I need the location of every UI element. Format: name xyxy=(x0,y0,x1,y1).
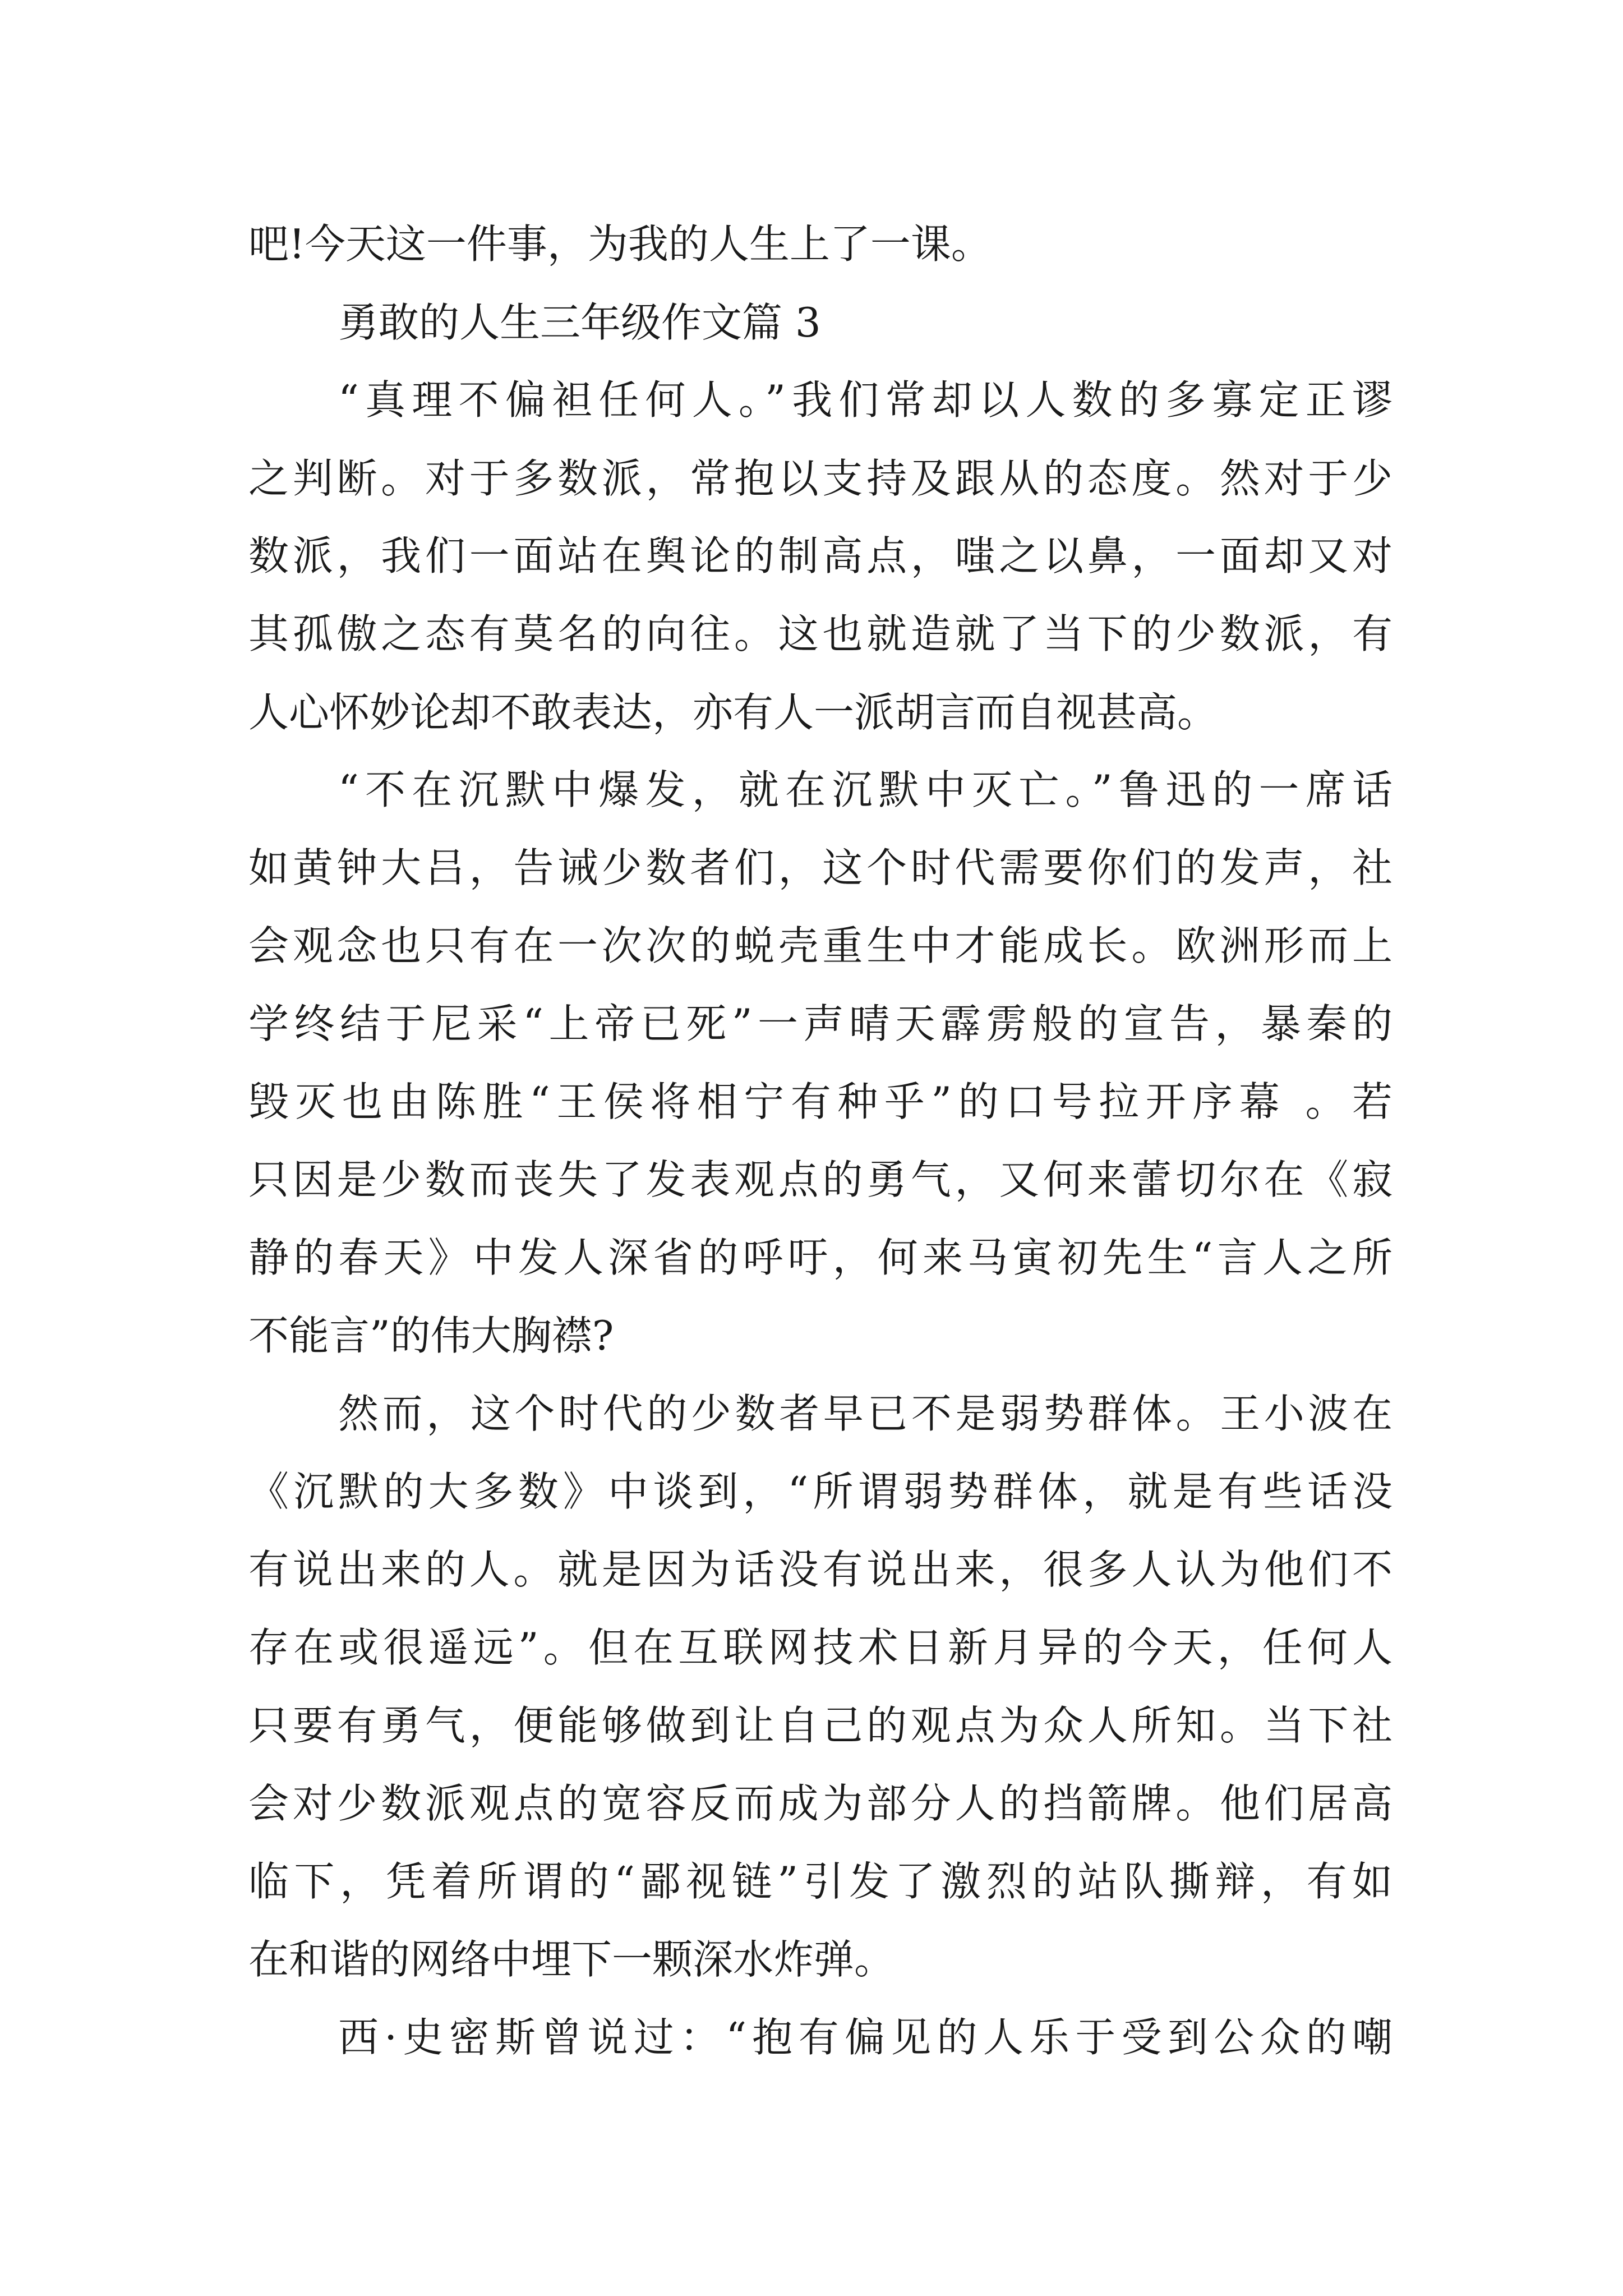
text-line: 之判断。对于多数派，常抱以支持及跟从的态度。然对于少 xyxy=(248,455,1393,502)
text-line: 毁灭也由陈胜“王侯将相宁有种乎”的口号拉开序幕 。若 xyxy=(248,1078,1393,1125)
text-line: 有说出来的人。就是因为话没有说出来，很多人认为他们不 xyxy=(248,1546,1393,1593)
text-line: 只因是少数而丧失了发表观点的勇气，又何来蕾切尔在《寂 xyxy=(248,1156,1393,1203)
section-heading: 勇敢的人生三年级作文篇 3 xyxy=(338,299,821,346)
text-line: 然而，这个时代的少数者早已不是弱势群体。王小波在 xyxy=(338,1390,1393,1437)
text-line: 西·史密斯曾说过：“抱有偏见的人乐于受到公众的嘲 xyxy=(338,2014,1393,2061)
text-line: 人心怀妙论却不敢表达，亦有人一派胡言而自视甚高。 xyxy=(248,689,1218,736)
text-line: 只要有勇气，便能够做到让自己的观点为众人所知。当下社 xyxy=(248,1702,1393,1749)
text-line: 静的春天》中发人深省的呼吁，何来马寅初先生“言人之所 xyxy=(248,1234,1393,1281)
text-line: 会观念也只有在一次次的蜕壳重生中才能成长。欧洲形而上 xyxy=(248,922,1393,969)
text-line: “真理不偏袒任何人。”我们常却以人数的多寡定正谬 xyxy=(338,376,1393,424)
text-line: 会对少数派观点的宽容反而成为部分人的挡箭牌。他们居高 xyxy=(248,1780,1393,1827)
text-line: “不在沉默中爆发，就在沉默中灭亡。”鲁迅的一席话 xyxy=(338,766,1393,813)
text-line: 临下，凭着所谓的“鄙视链”引发了激烈的站队撕辩，有如 xyxy=(248,1858,1393,1905)
text-line: 在和谐的网络中埋下一颗深水炸弹。 xyxy=(248,1936,895,1983)
text-line: 《沉默的大多数》中谈到，“所谓弱势群体，就是有些话没 xyxy=(248,1468,1393,1515)
text-line: 不能言”的伟大胸襟? xyxy=(248,1312,614,1359)
text-line: 如黄钟大吕，告诫少数者们，这个时代需要你们的发声，社 xyxy=(248,844,1393,891)
text-line: 存在或很遥远”。但在互联网技术日新月异的今天，任何人 xyxy=(248,1624,1393,1671)
text-line: 吧!今天这一件事，为我的人生上了一课。 xyxy=(248,220,992,268)
text-line: 其孤傲之态有莫名的向往。这也就造就了当下的少数派，有 xyxy=(248,610,1393,657)
text-line: 数派，我们一面站在舆论的制高点，嗤之以鼻，一面却又对 xyxy=(248,532,1393,579)
text-line: 学终结于尼采“上帝已死”一声晴天霹雳般的宣告，暴秦的 xyxy=(248,1000,1393,1047)
